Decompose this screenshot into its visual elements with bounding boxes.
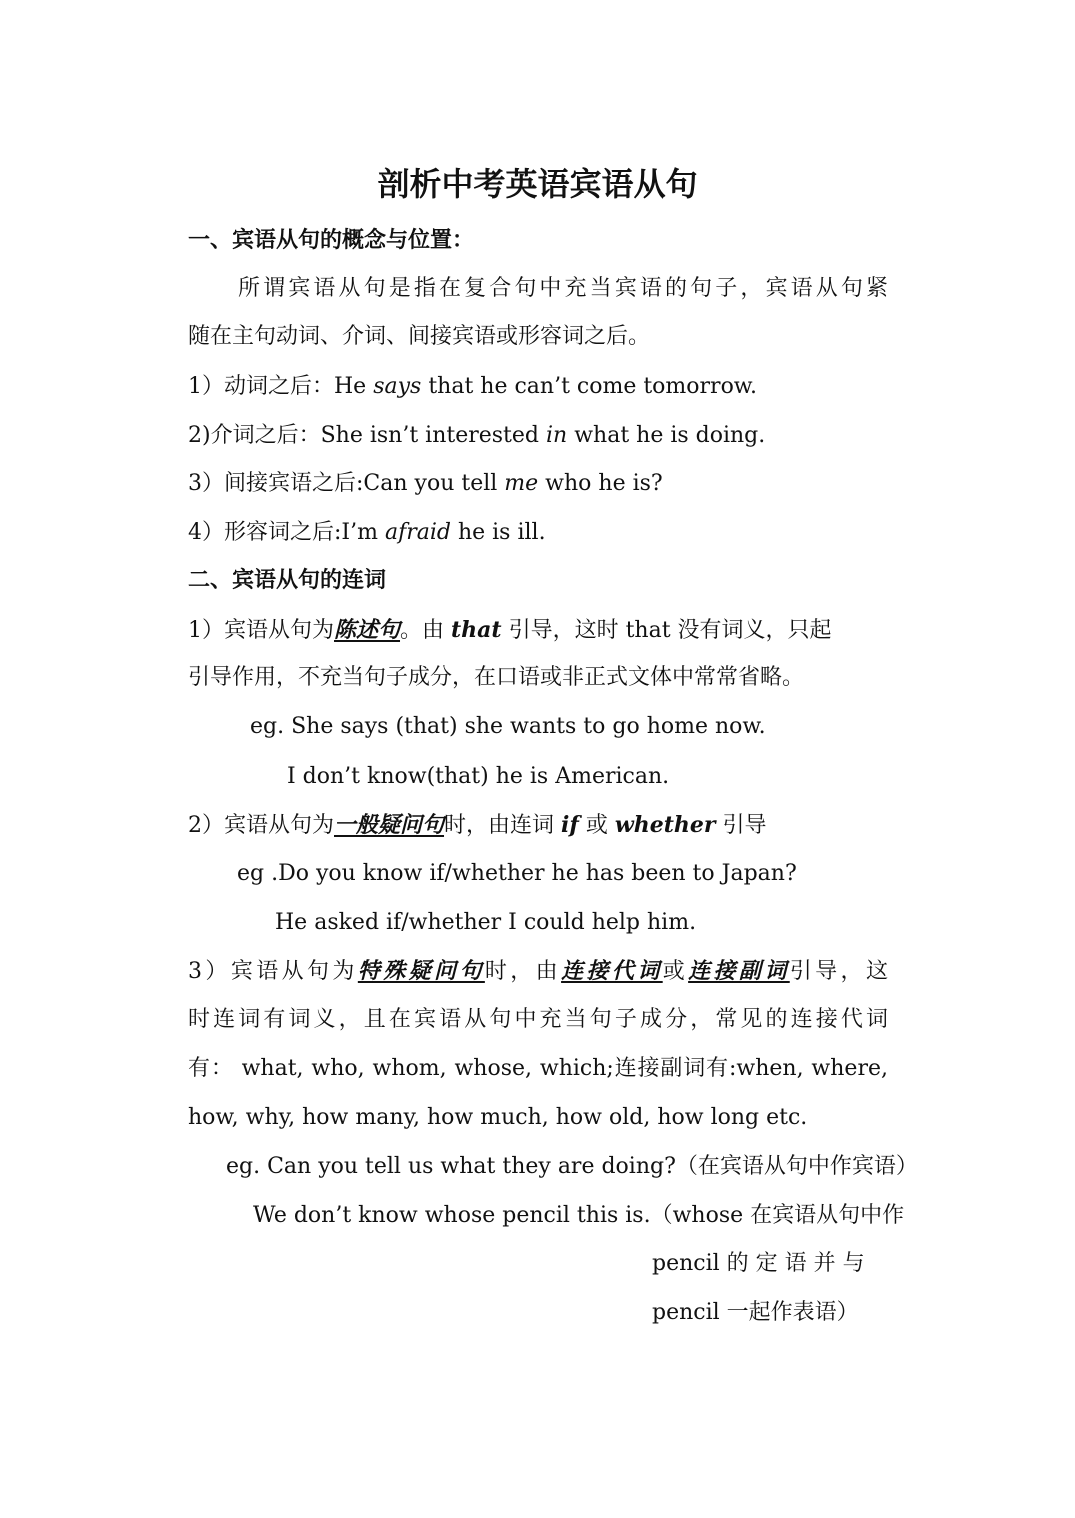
- rule2-keyword-if: if: [561, 812, 579, 838]
- rule2-example1: eg .Do you know if/whether he has been to Japan?: [237, 861, 797, 886]
- item-emphasis: says: [373, 374, 422, 399]
- rule1-example1: eg. She says (that) she wants to go home now.: [250, 714, 766, 739]
- rule3-term-adverb: 连接副词: [688, 958, 790, 984]
- section1-heading: 一、宾语从句的概念与位置：: [188, 228, 475, 253]
- rule2-text: 引导: [715, 813, 767, 838]
- rule3-line2: 时连词有词义，且在宾语从句中充当句子成分，常见的连接代词: [188, 1007, 888, 1032]
- rule2-line1: [188, 810, 888, 841]
- item-prefix: 1）动词之后：He: [188, 374, 374, 399]
- rule2-example2: He asked if/whether I could help him.: [275, 910, 697, 935]
- rule3-text: 时，由: [484, 959, 562, 984]
- rule3-example2: We don’t know whose pencil this is.（whose 在宾语从句中作: [253, 1203, 905, 1228]
- item-prefix: 4）形容词之后:I’m: [188, 520, 385, 545]
- item-rest: who he is?: [538, 471, 663, 496]
- rule1-text: 引导，这时 that 没有词义，只起: [501, 618, 832, 643]
- rule1-term: 陈述句: [334, 617, 401, 643]
- page-title: 剖析中考英语宾语从句: [377, 165, 698, 203]
- rule1-text: 。由: [400, 618, 452, 643]
- rule2-text: 时，由连词: [444, 813, 562, 838]
- rule2-term: 一般疑问句: [334, 812, 445, 838]
- rule3-example2-note2: pencil 一起作表语）: [652, 1300, 859, 1325]
- item-rest: what he is doing.: [567, 423, 766, 448]
- rule1-text: 1）宾语从句为: [188, 618, 334, 643]
- section1-para-line1: 所谓宾语从句是指在复合句中充当宾语的句子，宾语从句紧: [238, 276, 888, 301]
- rule3-line3: 有： what, who, whom, whose, which;连接副词有:when, where,: [188, 1056, 888, 1081]
- rule3-text: 3）宾语从句为: [188, 959, 358, 984]
- rule1-example2: I don’t know(that) he is American.: [287, 764, 670, 789]
- rule2-keyword-whether: whether: [614, 812, 716, 838]
- rule3-text: 或: [662, 959, 689, 984]
- section2-heading: 二、宾语从句的连词: [188, 568, 387, 593]
- rule3-term-pronoun: 连接代词: [561, 958, 663, 984]
- rule2-text: 或: [578, 813, 615, 838]
- list-item: [188, 421, 888, 451]
- item-prefix: 2)介词之后：She isn’t interested: [188, 423, 546, 448]
- rule1-line1: [188, 615, 888, 646]
- list-item: [188, 469, 888, 499]
- rule1-keyword: that: [451, 617, 502, 643]
- rule2-text: 2）宾语从句为: [188, 813, 334, 838]
- section1-para-line2: 随在主句动词、介词、间接宾语或形容词之后。: [188, 324, 651, 349]
- item-emphasis: me: [504, 471, 539, 496]
- rule3-text: 引导，这: [789, 959, 888, 984]
- rule3-example2-note1: pencil 的 定 语 并 与: [652, 1251, 865, 1276]
- item-emphasis: afraid: [384, 520, 451, 545]
- rule3-line4: how, why, how many, how much, how old, how long etc.: [188, 1105, 808, 1130]
- rule1-line2: 引导作用，不充当句子成分，在口语或非正式文体中常常省略。: [188, 665, 805, 690]
- rule3-line1: [188, 956, 888, 987]
- item-rest: he is ill.: [450, 520, 546, 545]
- list-item: [188, 372, 888, 402]
- rule3-term: 特殊疑问句: [357, 958, 485, 984]
- list-item: [188, 518, 888, 548]
- item-emphasis: in: [545, 423, 568, 448]
- rule3-example1: eg. Can you tell us what they are doing?（在宾语从句中作宾语）: [226, 1154, 918, 1179]
- item-rest: that he can’t come tomorrow.: [421, 374, 758, 399]
- item-prefix: 3）间接宾语之后:Can you tell: [188, 471, 505, 496]
